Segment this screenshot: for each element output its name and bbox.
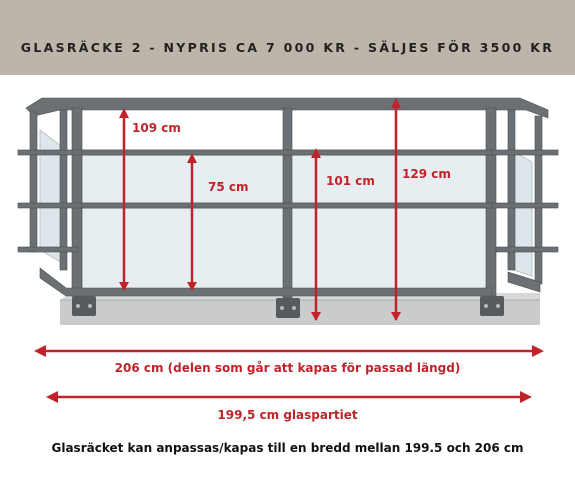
- width-glass-caption: 199,5 cm glaspartiet: [217, 408, 358, 422]
- arrow-199-head-left: [46, 391, 58, 403]
- footer-text: Glasräcket kan anpassas/kapas till en bredd mellan 199.5 och 206 cm: [51, 441, 524, 455]
- banner-title: GLASRÄCKE 2 - NYPRIS CA 7 000 KR - SÄLJES FÖR 3500 KR: [20, 40, 555, 55]
- measure-101-label: 101 cm: [326, 174, 375, 188]
- arrow-199-head-right: [520, 391, 532, 403]
- arrow-206-head-left: [34, 345, 46, 357]
- measure-75-label: 75 cm: [208, 180, 249, 194]
- width-total-caption: 206 cm (delen som går att kapas för passad längd): [114, 361, 461, 375]
- measure-129-label: 129 cm: [402, 167, 451, 181]
- measure-109-label: 109 cm: [132, 121, 181, 135]
- arrow-206-head-right: [532, 345, 544, 357]
